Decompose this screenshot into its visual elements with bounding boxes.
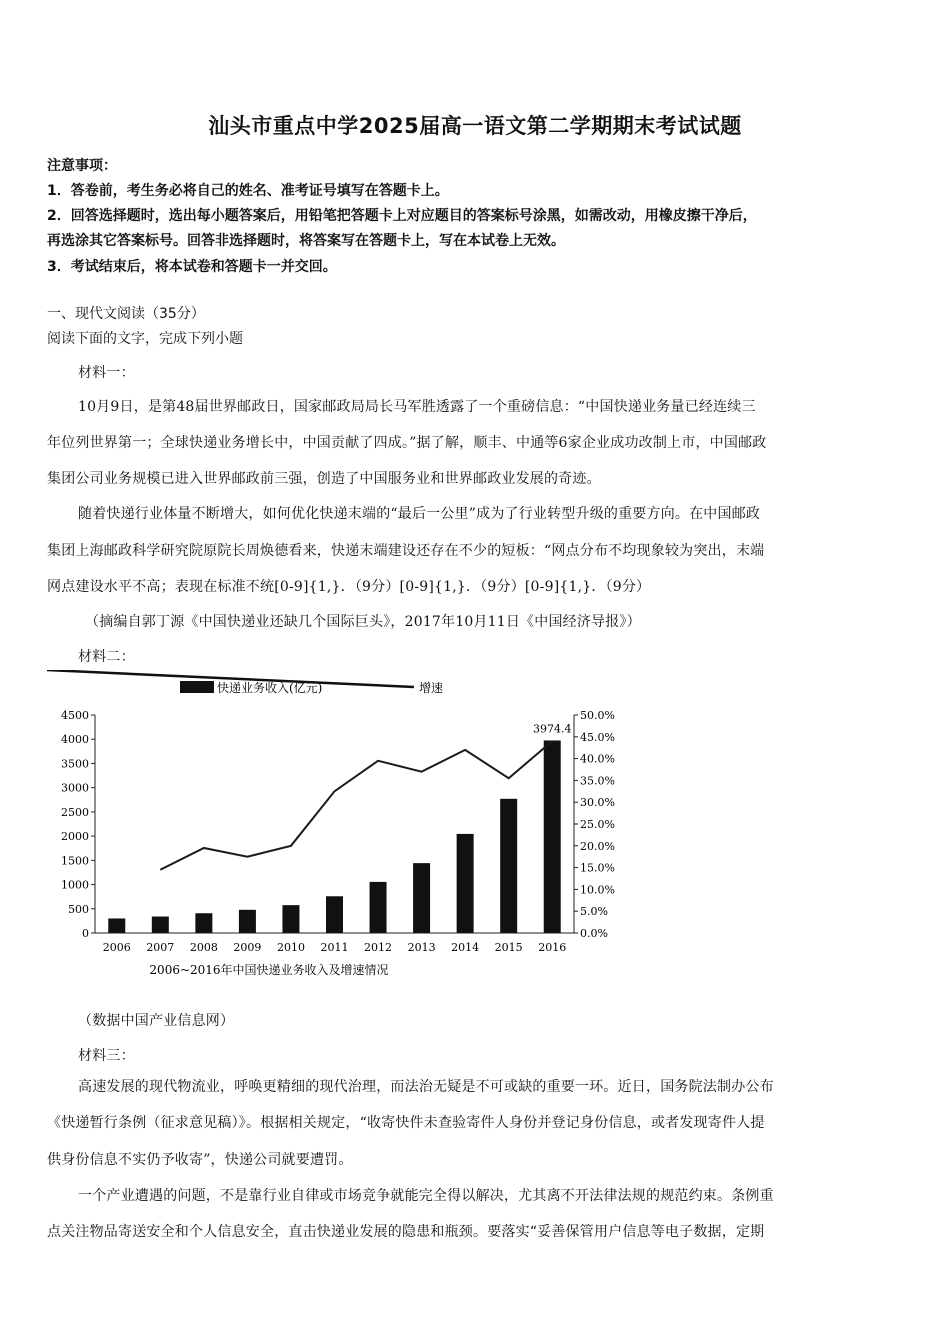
year-label: 2010 bbox=[276, 941, 305, 954]
revenue-bar bbox=[108, 918, 125, 933]
material2-label: 材料二： bbox=[78, 649, 135, 665]
year-label: 2016 bbox=[538, 941, 567, 954]
year-label: 2009 bbox=[233, 941, 262, 954]
notice-item: 再选涂其它答案标号。回答非选择题时，将答案写在答题卡上，写在本试卷上无效。 bbox=[47, 233, 565, 249]
year-label: 2013 bbox=[407, 941, 436, 954]
material3-line: 高速发展的现代物流业，呼唤更精细的现代治理，而法治无疑是不可或缺的重要一环。近日，国务院法制办公布 bbox=[78, 1079, 774, 1095]
right-tick-label: 5.0% bbox=[580, 905, 608, 919]
year-label: 2008 bbox=[189, 941, 218, 954]
year-label: 2006 bbox=[102, 941, 131, 954]
right-tick-label: 15.0% bbox=[580, 861, 615, 875]
legend-line-label: 增速 bbox=[419, 681, 444, 695]
growth-rate-line bbox=[160, 741, 552, 870]
right-tick-label: 30.0% bbox=[580, 796, 615, 810]
exam-title: 汕头市重点中学2025届高一语文第二学期期末考试试题 bbox=[208, 114, 742, 138]
revenue-bar bbox=[457, 834, 474, 933]
material1-line: 10月9日，是第48届世界邮政日，国家邮政局局长马军胜透露了一个重磅信息：“中国快递业务量已经连续三 bbox=[78, 399, 756, 415]
material1-label: 材料一： bbox=[78, 365, 135, 381]
material1-line: 集团公司业务规模已进入世界邮政前三强，创造了中国服务业和世界邮政业发展的奇迹。 bbox=[47, 471, 601, 487]
section-heading: 一、现代文阅读（35分） bbox=[47, 306, 205, 322]
left-tick-label: 1000 bbox=[61, 878, 89, 892]
legend-bar-label: 快递业务收入(亿元) bbox=[217, 681, 323, 695]
right-tick-label: 10.0% bbox=[580, 883, 615, 897]
right-tick-label: 0.0% bbox=[580, 927, 608, 940]
right-tick-label: 25.0% bbox=[580, 818, 615, 831]
right-tick-label: 40.0% bbox=[580, 752, 615, 766]
material2-source: （数据中国产业信息网） bbox=[78, 1013, 235, 1029]
revenue-bar bbox=[370, 882, 387, 933]
notice-item: 1．答卷前，考生务必将自己的姓名、准考证号填写在答题卡上。 bbox=[47, 183, 449, 199]
revenue-bar bbox=[282, 905, 299, 933]
revenue-bar bbox=[152, 917, 169, 933]
material3-line: 供身份信息不实仍予收寄”，快递公司就要遭罚。 bbox=[47, 1152, 353, 1168]
right-tick-label: 20.0% bbox=[580, 839, 615, 853]
right-tick-label: 45.0% bbox=[580, 730, 615, 744]
revenue-bar bbox=[413, 863, 430, 933]
left-tick-label: 1500 bbox=[61, 854, 89, 868]
section-instruction: 阅读下面的文字，完成下列小题 bbox=[47, 331, 243, 347]
year-label: 2007 bbox=[146, 941, 175, 954]
material1-line: 网点建设水平不高；表现在标准不统[0-9]{1,}．（9分）[0-9]{1,}．（9分）[0-9]{1,}．（9分） bbox=[47, 579, 651, 595]
material3-line: 一个产业遭遇的问题，不是靠行业自律或市场竞争就能完全得以解决，尤其离不开法律法规的规范约束。条例重 bbox=[78, 1188, 774, 1204]
year-label: 2015 bbox=[494, 941, 523, 954]
right-tick-label: 35.0% bbox=[580, 774, 615, 788]
notice-heading: 注意事项： bbox=[47, 158, 117, 174]
material1-line: 年位列世界第一；全球快递业务增长中，中国贡献了四成。”据了解，顺丰、中通等6家企业成功改制上市，中国邮政 bbox=[47, 435, 767, 451]
notice-item: 2．回答选择题时，选出每小题答案后，用铅笔把答题卡上对应题目的答案标号涂黑，如需改动，用橡皮擦干净后， bbox=[47, 208, 757, 224]
revenue-bar bbox=[195, 913, 212, 933]
bar-value-label: 3974.4 bbox=[532, 722, 572, 736]
left-tick-label: 4500 bbox=[61, 709, 89, 722]
notice-item: 3．考试结束后，将本试卷和答题卡一并交回。 bbox=[47, 259, 337, 275]
material3-line: 《快递暂行条例（征求意见稿）》。根据相关规定，“收寄快件未查验寄件人身份并登记身份信息，或者发现寄件人提 bbox=[47, 1115, 765, 1131]
material1-line: 随着快递行业体量不断增大，如何优化快递末端的“最后一公里”成为了行业转型升级的重要方向。在中国邮政 bbox=[78, 506, 761, 522]
left-tick-label: 3000 bbox=[61, 781, 89, 795]
material1-line: 集团上海邮政科学研究院原院长周焕德看来，快递末端建设还存在不少的短板：“网点分布不均现象较为突出，末端 bbox=[47, 543, 765, 559]
left-tick-label: 0 bbox=[82, 927, 89, 940]
material3-line: 点关注物品寄送安全和个人信息安全，直击快递业发展的隐患和瓶颈。要落实“妥善保管用户信息等电子数据，定期 bbox=[47, 1224, 765, 1240]
left-tick-label: 2500 bbox=[61, 805, 89, 819]
left-tick-label: 3500 bbox=[61, 757, 89, 771]
year-label: 2012 bbox=[364, 941, 393, 954]
material3-label: 材料三： bbox=[78, 1048, 135, 1064]
chart-title: 2006~2016年中国快递业务收入及增速情况 bbox=[149, 963, 389, 977]
revenue-bar bbox=[326, 896, 343, 933]
left-tick-label: 2000 bbox=[61, 830, 89, 844]
material1-source: （摘编自郭丁源《中国快递业还缺几个国际巨头》，2017年10月11日《中国经济导报》） bbox=[85, 614, 641, 630]
revenue-bar bbox=[544, 740, 561, 933]
right-tick-label: 50.0% bbox=[580, 709, 615, 722]
year-label: 2014 bbox=[451, 941, 480, 954]
left-tick-label: 500 bbox=[68, 902, 89, 916]
legend-bar-swatch bbox=[180, 681, 214, 693]
revenue-bar bbox=[239, 910, 256, 933]
left-tick-label: 4000 bbox=[61, 733, 89, 747]
revenue-bar bbox=[500, 799, 517, 933]
year-label: 2011 bbox=[320, 941, 349, 954]
express-revenue-chart bbox=[47, 670, 637, 980]
